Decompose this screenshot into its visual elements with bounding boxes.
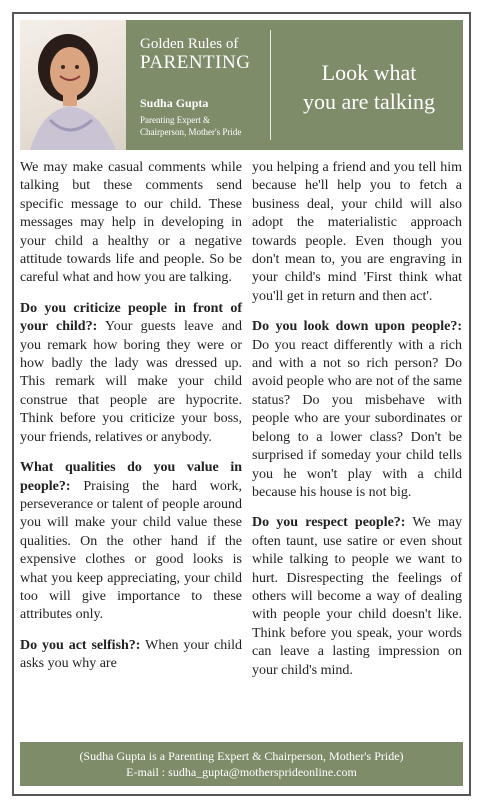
section-qualities	[20, 459, 242, 625]
header-banner	[20, 20, 463, 150]
author-role	[140, 114, 270, 138]
author-portrait-icon	[20, 20, 126, 150]
section-respect	[252, 514, 462, 680]
article-headline	[275, 58, 463, 116]
column-title-big: PARENTING	[140, 52, 251, 73]
article-frame	[12, 12, 471, 796]
section-text: When your child asks you why are	[20, 637, 242, 672]
headline-line2: you are talking	[303, 89, 435, 114]
footer-banner	[20, 742, 463, 786]
intro-paragraph: We may make casual comments while talking but these comments send specific message to our child. These messages may help in developing in your child a healthy or a negative attitude towards life and people. So be careful what and how you are talking.	[20, 160, 242, 286]
section-heading: Do you act selfish?:	[20, 637, 141, 653]
author-role-line1: Parenting Expert &	[140, 115, 210, 125]
section-text: Praising the hard work, perseverance or talent of people around you will make your child value these qualities. On the other hand if the expensive clothes or good looks is what you keep appreciating, your child too will give importance to these attributes only.	[20, 478, 242, 623]
section-look-down	[252, 318, 462, 502]
section-text: Do you react differently with a rich and with a not so rich person? Do avoid people who are not of the same status? Do you misbehave with people who are your subordinates or belong to a lower class? Don't be surprised if someday your child tells you he won't play with a child because his house is not big.	[252, 337, 462, 500]
section-heading: Do you criticize people in front of your child?:	[20, 300, 242, 335]
article-column-left	[20, 159, 242, 686]
headline-line1: Look what	[321, 60, 417, 85]
author-name: Sudha Gupta	[140, 96, 209, 110]
column-title-small: Golden Rules of	[140, 36, 239, 52]
section-heading: Do you respect people?:	[252, 515, 406, 531]
footer-bio: (Sudha Gupta is a Parenting Expert & Chairperson, Mother's Pride)	[79, 749, 404, 763]
section-selfish	[20, 637, 242, 674]
section-text: We may often taunt, use satire or even shout while talking to people we want to hurt. Disrespecting the feelings of others will become a way of dealing with people your child doesn't like. Think before you speak, your words can leave a lasting impression on your child's mind.	[252, 515, 463, 678]
column-title-block	[126, 20, 266, 150]
section-text: Your guests leave and you remark how boring they were or how badly the lady was dressed up. This remark will make your child construe that people are hypocrite. Think before you criticize your boss, your friends, relatives or anybody.	[20, 319, 242, 445]
section-selfish-continued: you helping a friend and you tell him because he'll help you to fetch a business deal, your child will also adopt the materialistic approach towards people. Even though you don't mean to, you are engraving in your child's mind 'First think what you'll get in return and then act'.	[252, 160, 462, 304]
section-criticize	[20, 300, 242, 447]
article-column-right	[252, 159, 462, 692]
author-photo	[20, 20, 126, 150]
header-divider	[270, 30, 271, 140]
author-role-line2: Chairperson, Mother's Pride	[140, 127, 242, 137]
footer-email: E-mail : sudha_gupta@mothersprideonline.com	[126, 765, 357, 779]
section-heading: What qualities do you value in people?:	[20, 460, 242, 494]
section-heading: Do you look down upon people?:	[252, 319, 462, 335]
